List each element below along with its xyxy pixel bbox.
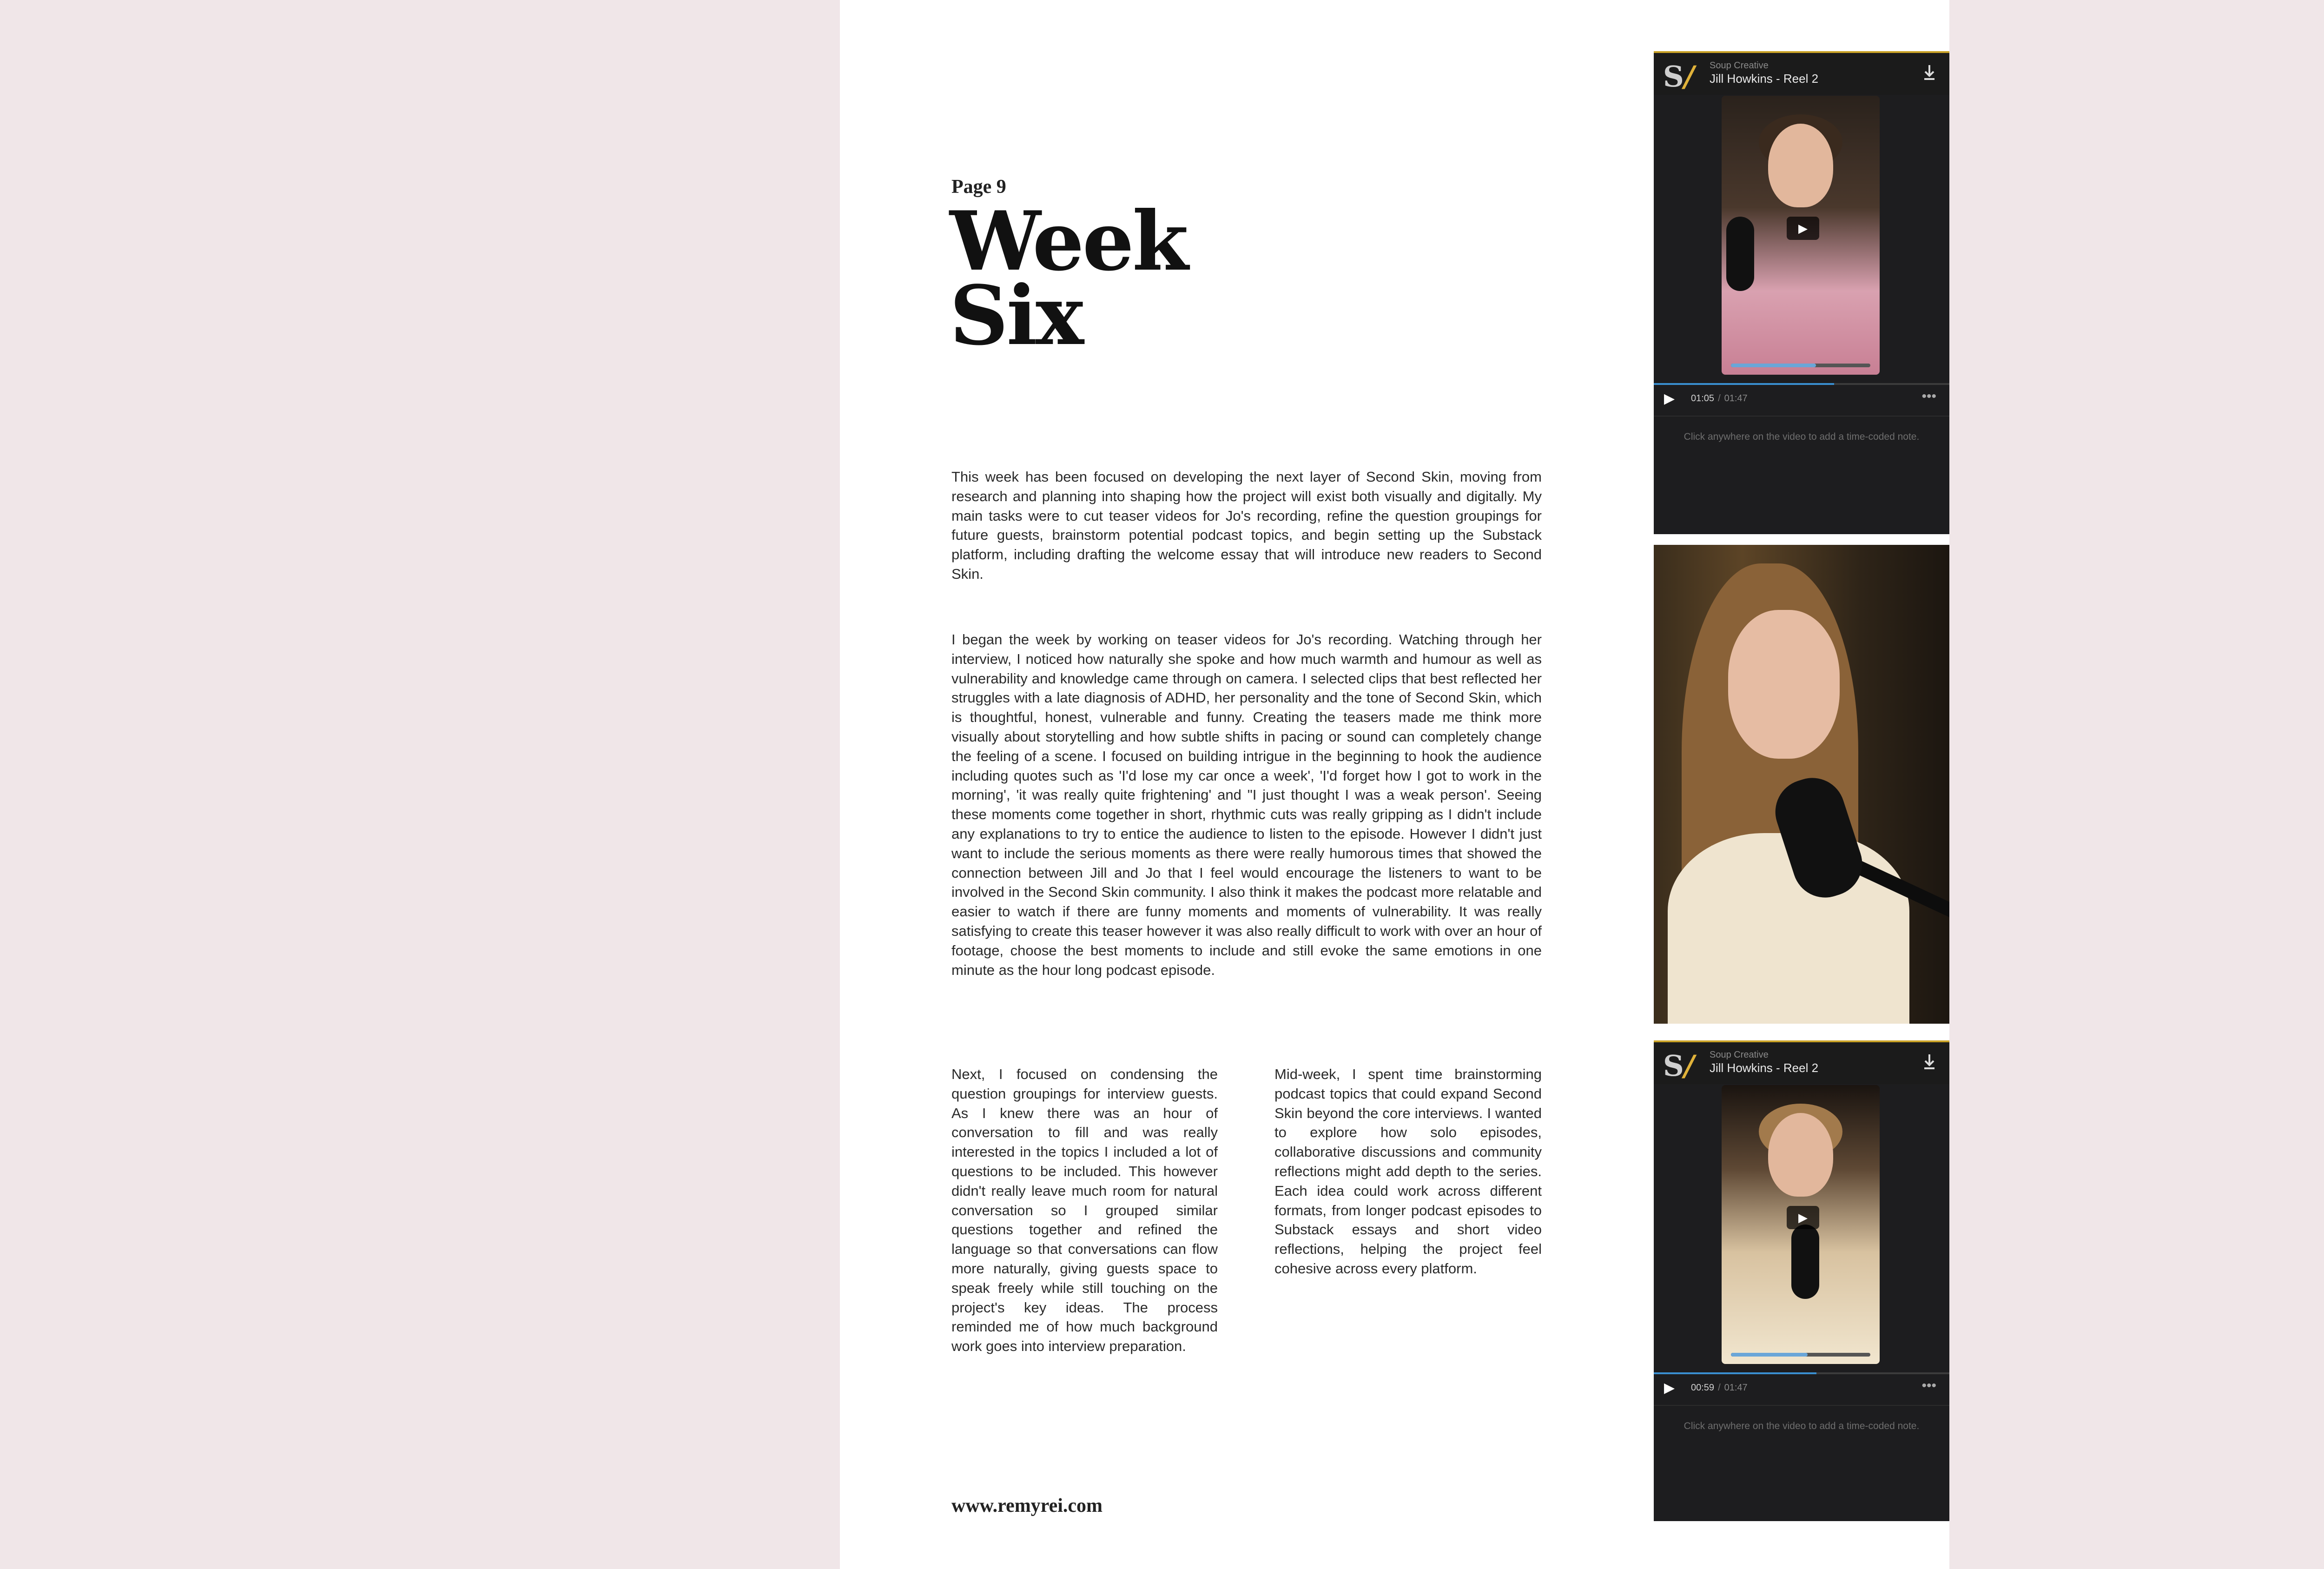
progress-fill	[1654, 1372, 1816, 1374]
player-header	[1654, 53, 1949, 95]
time-display: 01:05 / 01:47	[1691, 393, 1748, 404]
more-icon[interactable]: •••	[1921, 1378, 1936, 1393]
subject-blouse	[1668, 833, 1909, 1024]
more-icon[interactable]: •••	[1921, 389, 1936, 404]
player-header	[1654, 1042, 1949, 1084]
divider	[1654, 1405, 1949, 1406]
video-player-bottom	[1654, 1040, 1949, 1521]
page-title	[950, 194, 1187, 364]
microphone	[1726, 217, 1754, 291]
paragraph-teasers: I began the week by working on teaser videos for Jo's recording. Watching through her interview, I noticed how naturally she spoke and how much warmth and humour as well as vulnerability and knowledge came through on camera. I selected clips that best reflected her struggles with a late diagnosis of ADHD, her personality and the tone of Second Skin, which is thoughtful, honest, vulnerable and funny. Creating the teasers made me think more visually about storytelling and how subtle shifts in pacing or sound can completely change the feeling of a scene. I focused on building intrigue in the beginning to hook the audience including quotes such as 'I'd lose my car once a week', 'I'd forget how I got to work in the morning', 'it was really quite frightening' and "I just thought I was a weak person'. Seeing these moments come together in short, rhythmic cuts was really gripping as I didn't include any explanations to try to entice the audience to listen to the episode. However I didn't just want to include the serious moments as there were really humorous times that showed the connection between Jill and Jo that I feel would encourage the listeners to want to be involved in the Second Skin community. I also think it makes the podcast more relatable and easier to watch if there are funny moments and moments of vulnerability. It was really satisfying to create this teaser however it was also really difficult to work with over an hour of footage, choose the best moments to include and still evoke the same emotions in one minute as the hour long podcast episode.	[951, 631, 1542, 978]
note-hint: Click anywhere on the video to add a time-coded note.	[1684, 431, 1920, 442]
title-line-2: Six	[950, 268, 1083, 364]
video-seek-bar[interactable]	[1731, 1353, 1870, 1357]
download-icon[interactable]	[1922, 63, 1936, 82]
play-icon[interactable]: ▶	[1787, 217, 1819, 240]
microphone	[1791, 1225, 1819, 1299]
title-line-1: Week	[950, 194, 1187, 289]
play-icon[interactable]: ▶	[1664, 391, 1675, 406]
download-icon[interactable]	[1922, 1053, 1936, 1071]
video-title: Jill Howkins - Reel 2	[1710, 1061, 1819, 1075]
play-icon[interactable]: ▶	[1787, 1206, 1819, 1229]
paragraph-intro: This week has been focused on developing the next layer of Second Skin, moving from research and planning into shaping how the project will exist both visually and digitally. My main tasks were to cut teaser videos for Jo's recording, refine the question groupings for future guests, brainstorm potential podcast topics, and begin setting up the Substack platform, including drafting the welcome essay that will introduce new readers to Second Skin.	[951, 469, 1542, 582]
video-seek-bar[interactable]	[1731, 364, 1870, 367]
video-player-top	[1654, 51, 1949, 534]
video-title: Jill Howkins - Reel 2	[1710, 72, 1819, 86]
podcast-photo	[1654, 545, 1949, 1024]
duration: 01:47	[1724, 393, 1748, 404]
progress-bar[interactable]	[1654, 1372, 1949, 1374]
player-controls	[1654, 383, 1949, 411]
current-time: 01:05	[1691, 393, 1715, 404]
progress-bar[interactable]	[1654, 383, 1949, 385]
play-icon[interactable]: ▶	[1664, 1380, 1675, 1396]
divider	[1654, 416, 1949, 417]
paragraph-questions: Next, I focused on condensing the question groupings for interview guests. As I knew there was an hour of conversation to fill and was really interested in the topics I included a lot of questions to be included. This however didn't really leave much room for natural conversation so I grouped similar questions together and refined the language so that conversations can flow more naturally, giving guests space to speak freely while still touching on the project's key ideas. The process reminded me of how much background work goes into interview preparation.	[951, 1066, 1218, 1355]
brand-name: Soup Creative	[1710, 1050, 1769, 1060]
note-hint: Click anywhere on the video to add a time-coded note.	[1684, 1421, 1920, 1431]
subject-face	[1728, 610, 1840, 759]
duration: 01:47	[1724, 1383, 1748, 1393]
subject-face	[1768, 1113, 1833, 1197]
footer-url[interactable]: www.remyrei.com	[951, 1495, 1103, 1516]
current-time: 00:59	[1691, 1383, 1715, 1393]
video-frame[interactable]	[1722, 1085, 1880, 1364]
video-frame[interactable]	[1722, 96, 1880, 375]
progress-fill	[1654, 383, 1834, 385]
brand-logo: S/	[1663, 1049, 1695, 1083]
player-controls	[1654, 1372, 1949, 1400]
seek-fill	[1731, 364, 1816, 367]
subject-face	[1768, 124, 1833, 207]
page-label: Page 9	[951, 176, 1006, 198]
paragraph-topics: Mid-week, I spent time brainstorming podcast topics that could expand Second Skin beyond the core interviews. I wanted to explore how solo episodes, collaborative discussions and community reflections might add depth to the series. Each idea could work across different formats, from longer podcast episodes to Substack essays and short video reflections, helping the project feel cohesive across every platform.	[1274, 1066, 1542, 1277]
brand-logo: S/	[1663, 60, 1695, 93]
seek-fill	[1731, 1353, 1808, 1357]
brand-name: Soup Creative	[1710, 60, 1769, 71]
time-display: 00:59 / 01:47	[1691, 1383, 1748, 1393]
